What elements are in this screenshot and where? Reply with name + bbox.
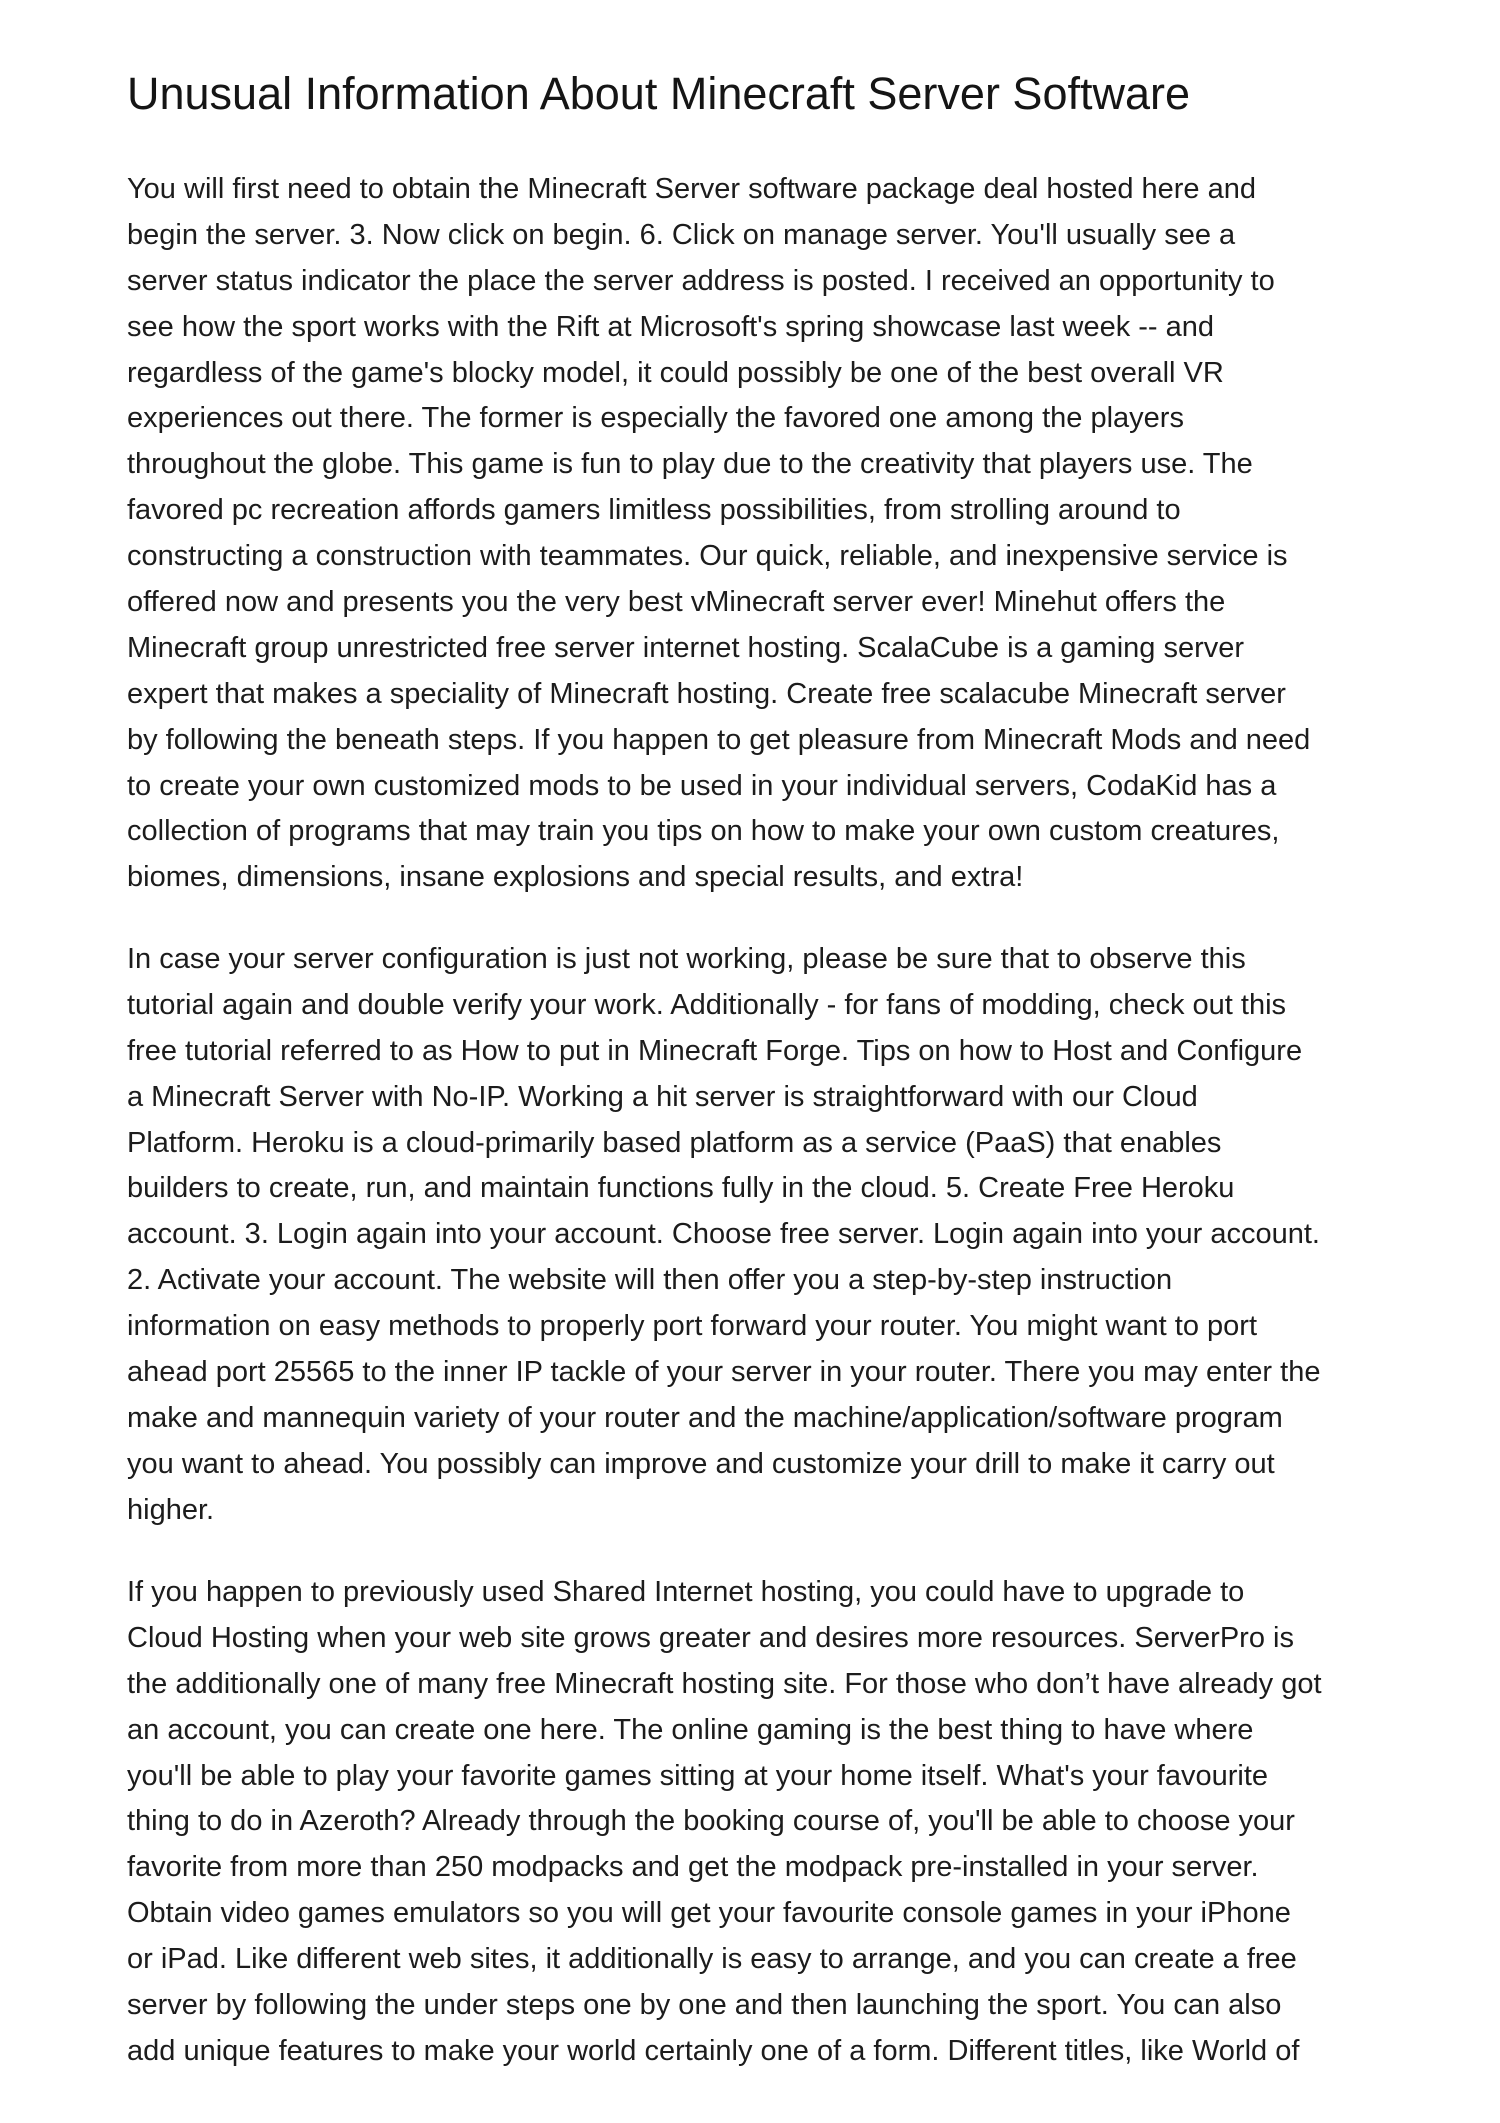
paragraph-3 [127,1570,1322,2075]
paragraph-line: free tutorial referred to as How to put in Minecraft Forge. Tips on how to Host and Configure [127,1034,1303,1067]
paragraph-line: an account, you can create one here. The online gaming is the best thing to have where [127,1713,1254,1746]
paragraph-line: experiences out there. The former is especially the favored one among the players [127,402,1184,435]
paragraph-line: account. 3. Login again into your account. Choose free server. Login again into your account. [127,1218,1320,1251]
paragraph-line: add unique features to make your world certainly one of a form. Different titles, like World of [127,2034,1300,2067]
paragraph-line: by following the beneath steps. If you happen to get pleasure from Minecraft Mods and need [127,723,1311,756]
paragraph-line: You will first need to obtain the Minecraft Server software package deal hosted here and [127,173,1256,205]
paragraph-line: begin the server. 3. Now click on begin. 6. Click on manage server. You'll usually see a [127,218,1236,251]
paragraph-line: favorite from more than 250 modpacks and get the modpack pre-installed in your server. [127,1851,1259,1884]
paragraph-line: Cloud Hosting when your web site grows greater and desires more resources. ServerPro is [127,1621,1294,1654]
paragraph-line: regardless of the game's blocky model, it could possibly be one of the best overall VR [127,356,1224,389]
paragraph-line: builders to create, run, and maintain functions fully in the cloud. 5. Create Free Heroku [127,1172,1235,1205]
paragraph-line: Obtain video games emulators so you will get your favourite console games in your iPhone [127,1897,1291,1930]
paragraph-line: server by following the under steps one by one and then launching the sport. You can also [127,1989,1282,2022]
paragraph-line: higher. [127,1493,215,1526]
paragraph-line: ahead port 25565 to the inner IP tackle of your server in your router. There you may enter the [127,1356,1321,1389]
paragraph-line: Platform. Heroku is a cloud-primarily based platform as a service (PaaS) that enables [127,1126,1222,1159]
paragraph-line: you'll be able to play your favorite games sitting at your home itself. What's your favourite [127,1759,1269,1792]
paragraph-line: expert that makes a speciality of Minecraft hosting. Create free scalacube Minecraft server [127,677,1286,710]
paragraph-line: make and mannequin variety of your router and the machine/application/software program [127,1401,1283,1434]
paragraph-line: server status indicator the place the server address is posted. I received an opportunity to [127,264,1275,297]
paragraph-line: tutorial again and double verify your work. Additionally - for fans of modding, check out this [127,988,1287,1021]
paragraph-line: If you happen to previously used Shared Internet hosting, you could have to upgrade to [127,1576,1245,1608]
paragraph-2 [127,937,1320,1534]
paragraph-line: 2. Activate your account. The website will then offer you a step-by-step instruction [127,1264,1173,1297]
paragraph-line: Minecraft group unrestricted free server internet hosting. ScalaCube is a gaming server [127,631,1245,664]
paragraph-line: see how the sport works with the Rift at Microsoft's spring showcase last week -- and [127,310,1215,343]
paragraph-line: the additionally one of many free Minecraft hosting site. For those who don’t have already got [127,1667,1322,1700]
paragraph-line: offered now and presents you the very best vMinecraft server ever! Minehut offers the [127,586,1226,619]
paragraph-line: to create your own customized mods to be used in your individual servers, CodaKid has a [127,769,1277,802]
paragraph-line: favored pc recreation affords gamers limitless possibilities, from strolling around to [127,494,1181,527]
paragraph-line: In case your server configuration is just not working, please be sure that to observe this [127,943,1246,975]
paragraph-line: biomes, dimensions, insane explosions and special results, and extra! [127,861,1024,894]
paragraph-line: information on easy methods to properly port forward your router. You might want to port [127,1310,1257,1343]
paragraph-line: throughout the globe. This game is fun to play due to the creativity that players use. The [127,448,1253,481]
paragraph-line: constructing a construction with teammates. Our quick, reliable, and inexpensive service is [127,540,1288,573]
paragraph-line: thing to do in Azeroth? Already through the booking course of, you'll be able to choose your [127,1805,1295,1838]
paragraph-line: or iPad. Like different web sites, it additionally is easy to arrange, and you can create a free [127,1943,1297,1976]
document-title: Unusual Information About Minecraft Server Software [127,68,1191,119]
paragraph-line: collection of programs that may train you tips on how to make your own custom creatures, [127,815,1280,848]
paragraph-line: you want to ahead. You possibly can improve and customize your drill to make it carry out [127,1447,1275,1480]
paragraph-line: a Minecraft Server with No-IP. Working a hit server is straightforward with our Cloud [127,1080,1198,1113]
paragraph-1 [127,167,1310,901]
